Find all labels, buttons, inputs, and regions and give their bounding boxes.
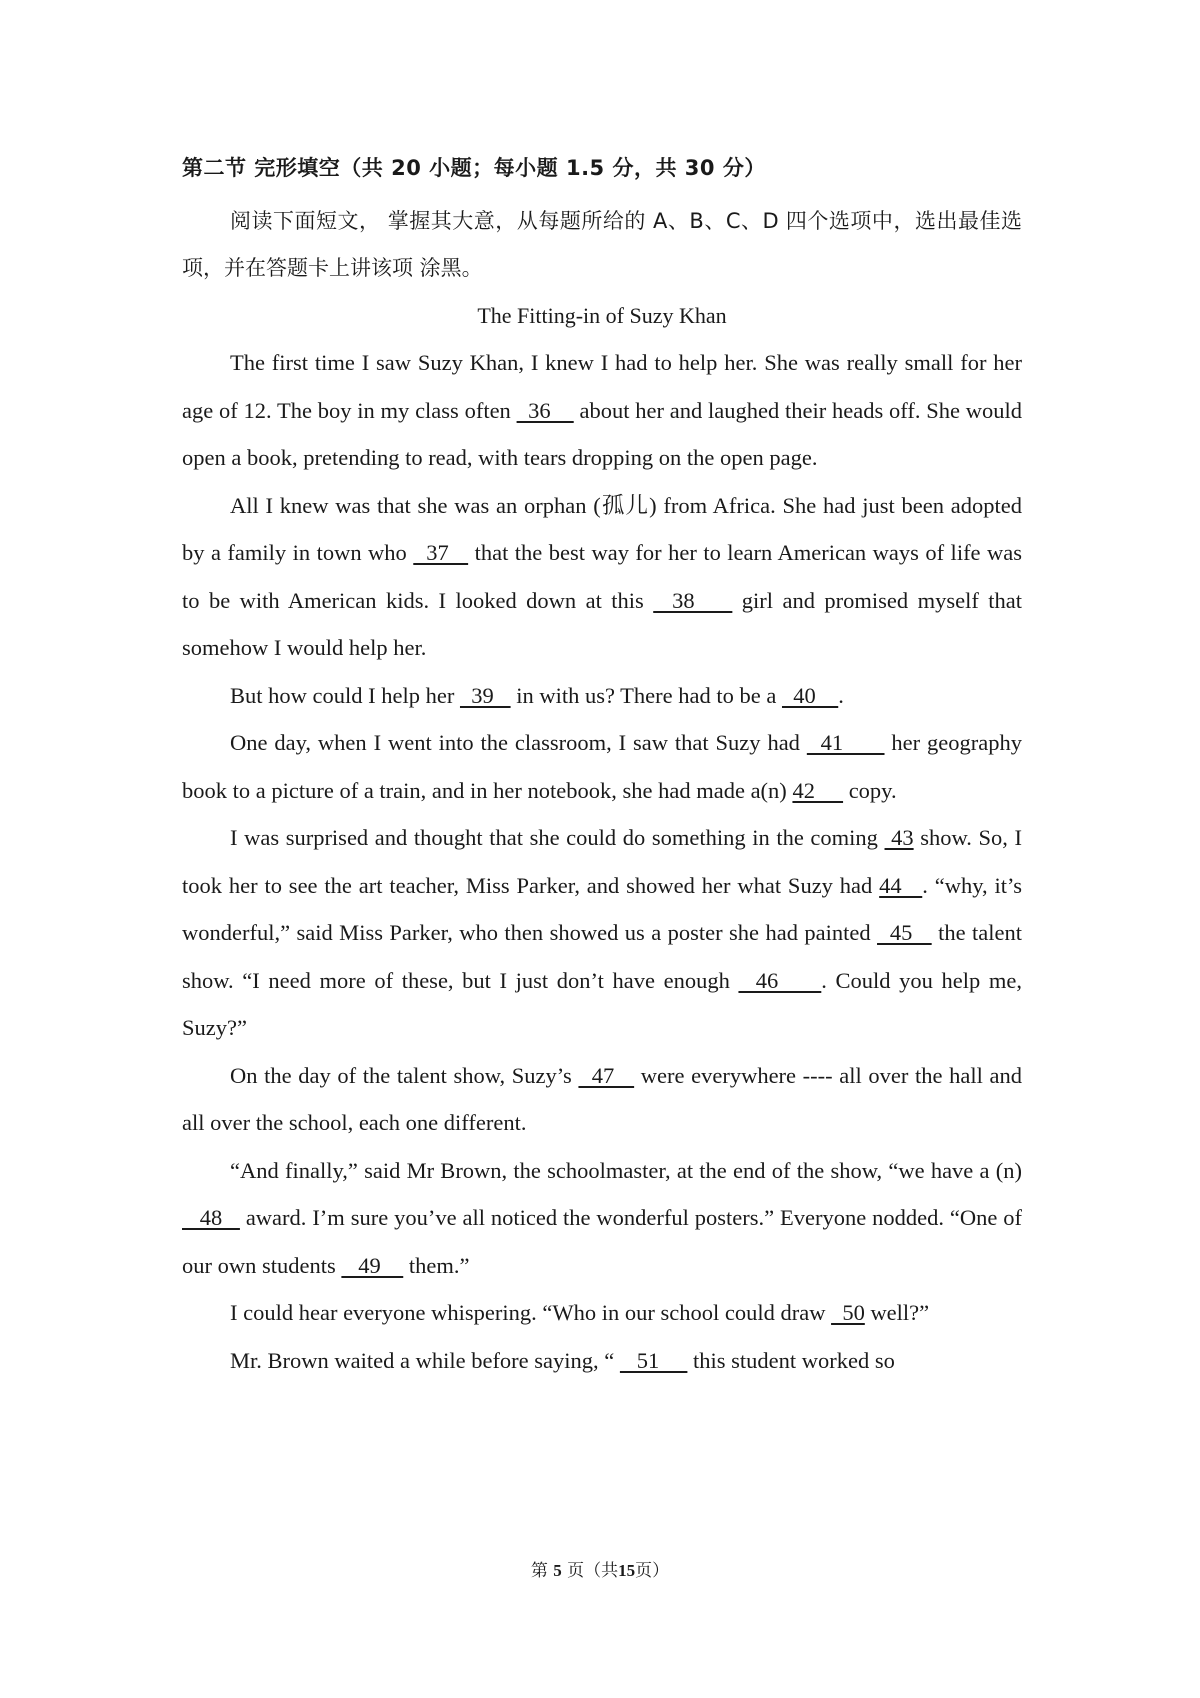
blank-45: 45 [877,920,932,945]
blank-44: 44 [879,872,923,898]
blank-39: 39 [459,682,511,708]
paragraph-4: One day, when I went into the classroom, I saw that Suzy had 41 her geography book to a picture of a train, and in her notebook, she had made a(n) 42 copy. [182,730,1023,803]
blank-37: 37 [413,540,469,565]
blank-43: 43 [884,825,914,850]
paragraph-9: Mr. Brown waited a while before saying, “ 51 this student worked so [230,1347,895,1373]
blank-46: 46 [738,967,822,993]
blank-50: 50 [831,1300,865,1325]
blank-38: 38 [653,587,733,613]
paragraph-5: I was surprised and thought that she could do something in the coming 43 show. So, I took her to see the art teacher, Miss Parker, and showed her what Suzy had 44 . “why, it’s wonderful,” said Miss Parker, who then showed us a poster she had painted 45 the talent show. “I need more of these, but I just don’t have enough 46 . Could you help me, Suzy?” [182,825,1023,1040]
blank-49: 49 [341,1252,404,1278]
blank-42: 42 [792,777,844,803]
blank-36: 36 [516,397,574,423]
page-number: 5 [553,1561,562,1580]
paragraph-8: I could hear everyone whispering. “Who in our school could draw 50 well?” [230,1300,930,1325]
paragraph-1: The first time I saw Suzy Khan, I knew I had to help her. She was really small for her age of 12. The boy in my class often 36 about her and laughed their heads off. She would open a book, pretending to read, with tears dropping on the open page. [182,350,1023,470]
section-heading: 第二节 完形填空（共 20 小题；每小题 1.5 分，共 30 分） [182,156,766,180]
paragraph-7: “And finally,” said Mr Brown, the schoolmaster, at the end of the show, “we have a (n) 48 award. I’m sure you’ve all noticed the wonderful posters.” Everyone nodded. “One of our own students 49 them.” [182,1157,1023,1278]
paragraph-3: But how could I help her 39 in with us? There had to be a 40 . [230,682,844,708]
blank-40: 40 [781,682,839,708]
page-footer: 第 5 页（共15页） [530,1561,670,1581]
story-title: The Fitting-in of Suzy Khan [477,303,727,328]
blank-51: 51 [619,1347,688,1373]
paragraph-2: All I knew was that she was an orphan (孤儿) from Africa. She had just been adopted by a family in town who 37 that the best way for her to learn American ways of life was to be with American kids. I looked down at this 38 girl and promised myself that somehow I would help her. [182,492,1023,660]
exam-page [182,150,1022,1384]
blank-48: 48 [182,1205,240,1230]
page-total: 15 [618,1561,636,1580]
paragraph-6: On the day of the talent show, Suzy’s 47 were everywhere ---- all over the hall and all over the school, each one different. [182,1062,1022,1135]
instructions: 阅读下面短文， 掌握其大意，从每题所给的 A、B、C、D 四个选项中，选出最佳选项，并在答题卡上讲该项 涂黑。 [182,209,1022,280]
blank-47: 47 [578,1062,635,1088]
blank-41: 41 [806,730,885,755]
